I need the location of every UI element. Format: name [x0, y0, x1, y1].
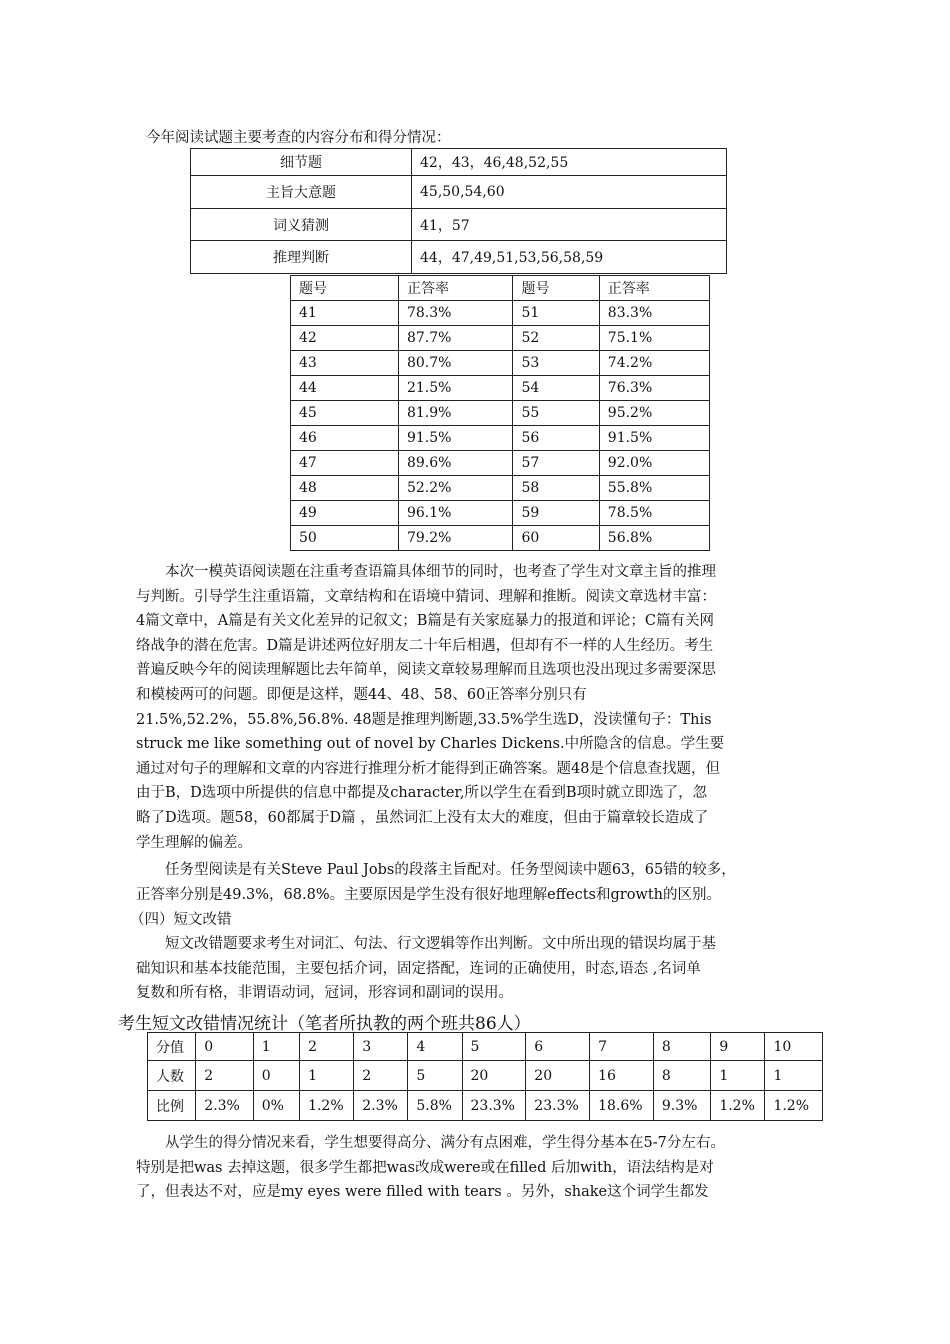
text-line: struck me like something out of novel by Charles Dickens.中所隐含的信息。学生要: [136, 736, 725, 753]
question-type-cell: 推理判断: [191, 241, 412, 274]
table-row: [291, 326, 710, 351]
rate-cell: 91.5%: [398, 426, 513, 451]
value-cell: 2.3%: [354, 1091, 408, 1121]
value-cell: 20: [526, 1061, 590, 1091]
text-line: 略了D选项。题58，60都属于D篇 ，虽然词汇上没有太大的难度，但由于篇章较长造成了: [136, 810, 709, 826]
rate-cell: 21.5%: [398, 376, 513, 401]
row-label-cell: 人数: [148, 1061, 196, 1091]
text-line: 21.5%,52.2%，55.8%,56.8%. 48题是推理判断题,33.5%学生选D，没读懂句子：This: [136, 711, 712, 728]
rate-cell: 79.2%: [398, 526, 513, 551]
question-type-cell: 词义猜测: [191, 209, 412, 241]
question-number-cell: 51: [513, 301, 599, 326]
value-cell: 1.2%: [765, 1091, 823, 1121]
question-number-cell: 59: [513, 501, 599, 526]
value-cell: 1: [253, 1033, 299, 1061]
question-number-cell: 42: [291, 326, 399, 351]
question-number-cell: 45: [291, 401, 399, 426]
question-number-cell: 57: [513, 451, 599, 476]
question-number-cell: 49: [291, 501, 399, 526]
question-numbers-cell: 42，43，46,48,52,55: [412, 149, 727, 176]
table-row: [148, 1091, 823, 1121]
question-number-cell: 53: [513, 351, 599, 376]
column-header: 题号: [513, 276, 599, 301]
rate-cell: 78.3%: [398, 301, 513, 326]
question-number-cell: 55: [513, 401, 599, 426]
rate-cell: 81.9%: [398, 401, 513, 426]
value-cell: 0: [196, 1033, 253, 1061]
question-number-cell: 60: [513, 526, 599, 551]
rate-cell: 87.7%: [398, 326, 513, 351]
value-cell: 23.3%: [462, 1091, 526, 1121]
question-numbers-cell: 41，57: [412, 209, 727, 241]
value-cell: 1.2%: [711, 1091, 765, 1121]
value-cell: 3: [354, 1033, 408, 1061]
table-row: [291, 451, 710, 476]
rate-cell: 52.2%: [398, 476, 513, 501]
rate-cell: 55.8%: [599, 476, 709, 501]
text-line: 和模棱两可的问题。即便是这样，题44、48、58、60正答率分别只有: [136, 687, 587, 703]
table-row: [191, 209, 727, 241]
question-numbers-cell: 45,50,54,60: [412, 176, 727, 209]
question-number-cell: 50: [291, 526, 399, 551]
value-cell: 8: [653, 1061, 710, 1091]
question-number-cell: 54: [513, 376, 599, 401]
rate-cell: 80.7%: [398, 351, 513, 376]
question-number-cell: 47: [291, 451, 399, 476]
rate-cell: 76.3%: [599, 376, 709, 401]
text-line: 任务型阅读是有关Steve Paul Jobs的段落主旨配对。任务型阅读中题63，65错的较多，: [136, 862, 736, 878]
value-cell: 8: [653, 1033, 710, 1061]
table-row: [291, 426, 710, 451]
rate-cell: 95.2%: [599, 401, 709, 426]
table-row: [191, 241, 727, 274]
error-correction-stats-table: [147, 1032, 823, 1121]
value-cell: 7: [590, 1033, 654, 1061]
text-line: 了，但表达不对，应是my eyes were filled with tears 。另外，shake这个词学生都发: [136, 1184, 709, 1201]
rate-cell: 96.1%: [398, 501, 513, 526]
question-number-cell: 58: [513, 476, 599, 501]
value-cell: 16: [590, 1061, 654, 1091]
value-cell: 23.3%: [526, 1091, 590, 1121]
value-cell: 20: [462, 1061, 526, 1091]
header-row: [291, 276, 710, 301]
question-number-cell: 41: [291, 301, 399, 326]
column-header: 题号: [291, 276, 399, 301]
rate-cell: 89.6%: [398, 451, 513, 476]
rate-cell: 83.3%: [599, 301, 709, 326]
value-cell: 10: [765, 1033, 823, 1061]
text-line: 4篇文章中，A篇是有关文化差异的记叙文；B篇是有关家庭暴力的报道和评论；C篇有关网: [136, 613, 714, 630]
value-cell: 1: [711, 1061, 765, 1091]
value-cell: 1: [300, 1061, 354, 1091]
value-cell: 5: [408, 1061, 462, 1091]
table-row: [291, 351, 710, 376]
text-line: 复数和所有格，非谓语动词，冠词，形容词和副词的误用。: [136, 985, 513, 1002]
value-cell: 5.8%: [408, 1091, 462, 1121]
content-distribution-table: [190, 148, 727, 274]
question-type-cell: 主旨大意题: [191, 176, 412, 209]
rate-cell: 74.2%: [599, 351, 709, 376]
text-line: 学生理解的偏差。: [136, 834, 252, 851]
row-label-cell: 分值: [148, 1033, 196, 1061]
value-cell: 2: [354, 1061, 408, 1091]
rate-cell: 78.5%: [599, 501, 709, 526]
question-number-cell: 56: [513, 426, 599, 451]
value-cell: 9: [711, 1033, 765, 1061]
text-line: 普遍反映今年的阅读理解题比去年简单，阅读文章较易理解而且选项也没出现过多需要深思: [136, 662, 716, 679]
table-row: [291, 376, 710, 401]
text-line: 通过对句子的理解和文章的内容进行推理分析才能得到正确答案。题48是个信息查找题，但: [136, 760, 720, 777]
value-cell: 2: [196, 1061, 253, 1091]
value-cell: 5: [462, 1033, 526, 1061]
text-line: 短文改错题要求考生对词汇、句法、行文逻辑等作出判断。文中所出现的错误均属于基: [136, 936, 716, 952]
value-cell: 1.2%: [300, 1091, 354, 1121]
text-line: 础知识和基本技能范围，主要包括介词，固定搭配，连词的正确使用，时态,语态 ,名词单: [136, 960, 701, 977]
row-label-cell: 比例: [148, 1091, 196, 1121]
value-cell: 1: [765, 1061, 823, 1091]
value-cell: 4: [408, 1033, 462, 1061]
value-cell: 2.3%: [196, 1091, 253, 1121]
table-row: [291, 301, 710, 326]
section-heading: （四）短文改错: [130, 912, 232, 928]
question-number-cell: 43: [291, 351, 399, 376]
stats-title: 考生短文改错情况统计（笔者所执教的两个班共86人）: [118, 1014, 531, 1034]
text-line: 由于B，D选项中所提供的信息中都提及character,所以学生在看到B项时就立即选了，忽: [136, 785, 708, 802]
intro-text: 今年阅读试题主要考查的内容分布和得分情况：: [146, 130, 451, 146]
column-header: 正答率: [599, 276, 709, 301]
table-row: [148, 1061, 823, 1091]
question-number-cell: 48: [291, 476, 399, 501]
table-row: [291, 401, 710, 426]
value-cell: 18.6%: [590, 1091, 654, 1121]
text-line: 络战争的潜在危害。D篇是讲述两位好朋友二十年后相遇，但却有不一样的人生经历。考生: [136, 637, 714, 654]
rate-cell: 92.0%: [599, 451, 709, 476]
value-cell: 2: [300, 1033, 354, 1061]
text-line: 正答率分别是49.3%，68.8%。主要原因是学生没有很好地理解effects和growth的区别。: [136, 886, 721, 903]
table-row: [291, 526, 710, 551]
rate-cell: 56.8%: [599, 526, 709, 551]
table-row: [291, 501, 710, 526]
value-cell: 9.3%: [653, 1091, 710, 1121]
question-number-cell: 52: [513, 326, 599, 351]
column-header: 正答率: [398, 276, 513, 301]
text-line: 特别是把was 去掉这题，很多学生都把was改成were或在filled 后加with，语法结构是对: [136, 1159, 714, 1176]
correct-rate-table: [290, 275, 710, 551]
value-cell: 6: [526, 1033, 590, 1061]
value-cell: 0: [253, 1061, 299, 1091]
question-number-cell: 46: [291, 426, 399, 451]
rate-cell: 91.5%: [599, 426, 709, 451]
table-row: [148, 1033, 823, 1061]
value-cell: 0%: [253, 1091, 299, 1121]
rate-cell: 75.1%: [599, 326, 709, 351]
table-row: [191, 176, 727, 209]
question-number-cell: 44: [291, 376, 399, 401]
text-line: 与判断。引导学生注重语篇，文章结构和在语境中猜词、理解和推断。阅读文章选材丰富：: [136, 588, 716, 605]
table-row: [291, 476, 710, 501]
text-line: 本次一模英语阅读题在注重考查语篇具体细节的同时，也考查了学生对文章主旨的推理: [136, 564, 716, 580]
question-type-cell: 细节题: [191, 149, 412, 176]
text-line: 从学生的得分情况来看，学生想要得高分、满分有点困难，学生得分基本在5-7分左右。: [136, 1135, 725, 1151]
table-row: [191, 149, 727, 176]
question-numbers-cell: 44，47,49,51,53,56,58,59: [412, 241, 727, 274]
